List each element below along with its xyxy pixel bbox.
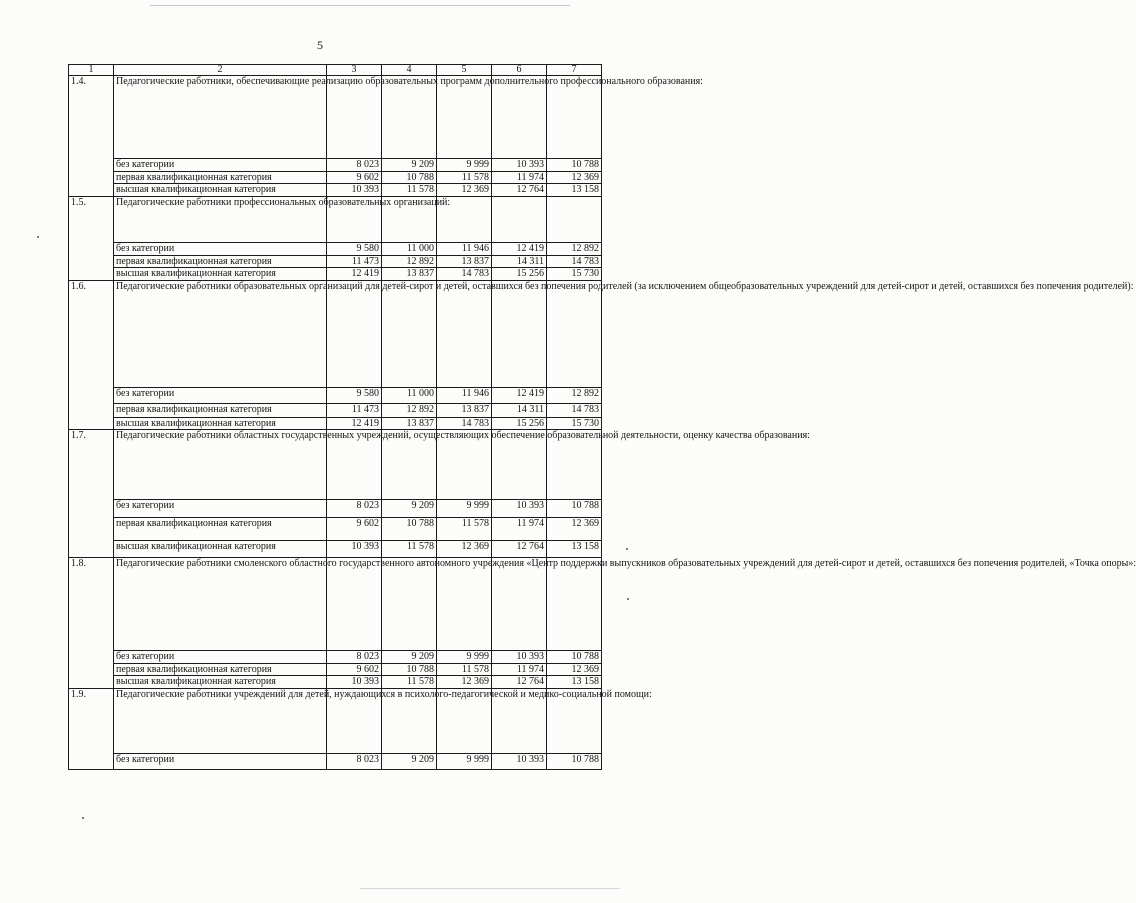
section-title-row bbox=[69, 430, 602, 500]
salary-value: 11 473 bbox=[327, 255, 382, 268]
salary-value: 12 419 bbox=[492, 387, 547, 403]
section-title: Педагогические работники профессиональных образовательных организаций: bbox=[114, 196, 327, 242]
section-title: Педагогические работники образовательных организаций для детей-сирот и детей, оставшихся без попечения родителей (за исключением общеобразовательных учреждений для детей-сирот и детей, оставшихся без попечения родителей): bbox=[114, 280, 327, 387]
salary-value: 10 393 bbox=[492, 651, 547, 664]
salary-value: 11 578 bbox=[437, 663, 492, 676]
salary-value: 13 837 bbox=[382, 268, 437, 281]
header-cell: 6 bbox=[492, 65, 547, 76]
salary-value: 9 580 bbox=[327, 242, 382, 255]
section-title: Педагогические работники смоленского областного государственного автономного учреждения «Центр поддержки выпускников образовательных учреждений для детей-сирот и детей, оставшихся без попечения родителей, «Точка опоры»: bbox=[114, 558, 327, 651]
salary-value: 8 023 bbox=[327, 159, 382, 172]
salary-value: 12 369 bbox=[547, 518, 602, 541]
empty-cell bbox=[382, 76, 437, 159]
salary-value: 10 788 bbox=[547, 753, 602, 769]
header-cell: 2 bbox=[114, 65, 327, 76]
table-row bbox=[69, 676, 602, 689]
table-row bbox=[69, 500, 602, 518]
salary-value: 8 023 bbox=[327, 753, 382, 769]
salary-value: 12 764 bbox=[492, 541, 547, 558]
salary-value: 15 730 bbox=[547, 417, 602, 430]
section-title: Педагогические работники учреждений для детей, нуждающихся в психолого-педагогической и медико-социальной помощи: bbox=[114, 688, 327, 753]
empty-cell bbox=[327, 280, 382, 387]
salary-value: 15 256 bbox=[492, 268, 547, 281]
salary-value: 9 999 bbox=[437, 651, 492, 664]
table-row bbox=[69, 753, 602, 769]
salary-value: 10 393 bbox=[327, 541, 382, 558]
salary-value: 9 209 bbox=[382, 159, 437, 172]
category-label: высшая квалификационная категория bbox=[114, 541, 327, 558]
salary-value: 10 393 bbox=[492, 159, 547, 172]
salary-value: 9 602 bbox=[327, 518, 382, 541]
header-cell: 3 bbox=[327, 65, 382, 76]
section-title-row bbox=[69, 558, 602, 651]
salary-value: 12 369 bbox=[437, 541, 492, 558]
salary-value: 11 578 bbox=[382, 541, 437, 558]
salary-value: 14 783 bbox=[437, 417, 492, 430]
scan-speck bbox=[626, 548, 628, 550]
salary-value: 11 578 bbox=[382, 184, 437, 197]
empty-cell bbox=[327, 76, 382, 159]
salary-value: 10 788 bbox=[547, 651, 602, 664]
table-row bbox=[69, 541, 602, 558]
salary-value: 11 974 bbox=[492, 663, 547, 676]
section-number: 1.9. bbox=[69, 688, 114, 769]
table-row bbox=[69, 663, 602, 676]
salary-value: 11 578 bbox=[437, 171, 492, 184]
header-row bbox=[69, 65, 602, 76]
section-title-row bbox=[69, 196, 602, 242]
empty-cell bbox=[437, 558, 492, 651]
scan-speck bbox=[627, 598, 629, 600]
category-label: высшая квалификационная категория bbox=[114, 417, 327, 430]
scan-edge-line bbox=[360, 888, 620, 889]
salary-value: 13 837 bbox=[437, 255, 492, 268]
salary-value: 12 892 bbox=[547, 387, 602, 403]
salary-value: 9 209 bbox=[382, 500, 437, 518]
empty-cell bbox=[327, 558, 382, 651]
salary-value: 13 837 bbox=[437, 403, 492, 417]
header-cell: 4 bbox=[382, 65, 437, 76]
empty-cell bbox=[492, 196, 547, 242]
section-title-row bbox=[69, 76, 602, 159]
salary-value: 12 369 bbox=[437, 184, 492, 197]
empty-cell bbox=[547, 196, 602, 242]
salary-value: 15 730 bbox=[547, 268, 602, 281]
category-label: первая квалификационная категория bbox=[114, 403, 327, 417]
salary-value: 11 974 bbox=[492, 171, 547, 184]
table-row bbox=[69, 417, 602, 430]
salary-value: 11 946 bbox=[437, 387, 492, 403]
salary-value: 10 788 bbox=[547, 500, 602, 518]
table-row bbox=[69, 651, 602, 664]
table-row bbox=[69, 159, 602, 172]
salary-value: 8 023 bbox=[327, 651, 382, 664]
salary-value: 12 764 bbox=[492, 184, 547, 197]
salary-value: 10 788 bbox=[382, 171, 437, 184]
scan-edge-line bbox=[150, 5, 570, 6]
section-number: 1.6. bbox=[69, 280, 114, 430]
salary-value: 11 000 bbox=[382, 242, 437, 255]
section-number: 1.8. bbox=[69, 558, 114, 689]
empty-cell bbox=[547, 76, 602, 159]
salary-value: 12 369 bbox=[547, 171, 602, 184]
salary-value: 10 788 bbox=[382, 518, 437, 541]
category-label: высшая квалификационная категория bbox=[114, 268, 327, 281]
category-label: первая квалификационная категория bbox=[114, 171, 327, 184]
salary-value: 14 783 bbox=[547, 403, 602, 417]
empty-cell bbox=[382, 558, 437, 651]
category-label: высшая квалификационная категория bbox=[114, 184, 327, 197]
salary-value: 13 158 bbox=[547, 541, 602, 558]
category-label: высшая квалификационная категория bbox=[114, 676, 327, 689]
salary-value: 9 580 bbox=[327, 387, 382, 403]
salary-value: 15 256 bbox=[492, 417, 547, 430]
salary-value: 9 602 bbox=[327, 663, 382, 676]
salary-value: 9 209 bbox=[382, 651, 437, 664]
salary-value: 12 369 bbox=[437, 676, 492, 689]
salary-value: 10 393 bbox=[327, 184, 382, 197]
table-row bbox=[69, 387, 602, 403]
salary-value: 10 393 bbox=[492, 500, 547, 518]
salary-value: 9 999 bbox=[437, 159, 492, 172]
empty-cell bbox=[547, 558, 602, 651]
table-row bbox=[69, 184, 602, 197]
scan-speck bbox=[37, 236, 39, 238]
salary-value: 13 158 bbox=[547, 676, 602, 689]
empty-cell bbox=[492, 76, 547, 159]
salary-value: 9 602 bbox=[327, 171, 382, 184]
category-label: первая квалификационная категория bbox=[114, 518, 327, 541]
salary-value: 14 783 bbox=[547, 255, 602, 268]
header-cell: 7 bbox=[547, 65, 602, 76]
section-number: 1.4. bbox=[69, 76, 114, 197]
salary-value: 9 999 bbox=[437, 753, 492, 769]
salary-value: 13 158 bbox=[547, 184, 602, 197]
table-row bbox=[69, 255, 602, 268]
scan-speck bbox=[82, 817, 84, 819]
category-label: первая квалификационная категория bbox=[114, 663, 327, 676]
empty-cell bbox=[547, 280, 602, 387]
salary-value: 11 473 bbox=[327, 403, 382, 417]
category-label: без категории bbox=[114, 387, 327, 403]
table-row bbox=[69, 171, 602, 184]
salary-value: 11 578 bbox=[437, 518, 492, 541]
section-title-row bbox=[69, 688, 602, 753]
salary-value: 14 311 bbox=[492, 403, 547, 417]
salary-value: 13 837 bbox=[382, 417, 437, 430]
table-row bbox=[69, 403, 602, 417]
salary-value: 12 892 bbox=[547, 242, 602, 255]
salary-value: 14 311 bbox=[492, 255, 547, 268]
section-number: 1.5. bbox=[69, 196, 114, 280]
salary-value: 11 946 bbox=[437, 242, 492, 255]
salary-value: 8 023 bbox=[327, 500, 382, 518]
salary-value: 12 369 bbox=[547, 663, 602, 676]
table-row bbox=[69, 518, 602, 541]
salary-value: 10 788 bbox=[547, 159, 602, 172]
salary-value: 9 999 bbox=[437, 500, 492, 518]
salary-table bbox=[68, 64, 1136, 770]
category-label: без категории bbox=[114, 159, 327, 172]
section-title: Педагогические работники, обеспечивающие реализацию образовательных программ дополнительного профессионального образования: bbox=[114, 76, 327, 159]
category-label: без категории bbox=[114, 500, 327, 518]
salary-value: 10 788 bbox=[382, 663, 437, 676]
category-label: без категории bbox=[114, 651, 327, 664]
salary-value: 10 393 bbox=[492, 753, 547, 769]
header-cell: 5 bbox=[437, 65, 492, 76]
section-title: Педагогические работники областных государственных учреждений, осуществляющих обеспечение образовательной деятельности, оценку качества образования: bbox=[114, 430, 327, 500]
salary-value: 12 419 bbox=[327, 417, 382, 430]
salary-value: 9 209 bbox=[382, 753, 437, 769]
table-row bbox=[69, 242, 602, 255]
empty-cell bbox=[492, 280, 547, 387]
empty-cell bbox=[382, 280, 437, 387]
salary-value: 10 393 bbox=[327, 676, 382, 689]
empty-cell bbox=[492, 558, 547, 651]
section-title-row bbox=[69, 280, 602, 387]
category-label: без категории bbox=[114, 242, 327, 255]
empty-cell bbox=[437, 76, 492, 159]
salary-value: 12 892 bbox=[382, 403, 437, 417]
page-number: 5 bbox=[317, 38, 323, 52]
salary-value: 12 892 bbox=[382, 255, 437, 268]
empty-cell bbox=[437, 280, 492, 387]
section-number: 1.7. bbox=[69, 430, 114, 558]
category-label: без категории bbox=[114, 753, 327, 769]
salary-value: 12 764 bbox=[492, 676, 547, 689]
header-cell: 1 bbox=[69, 65, 114, 76]
category-label: первая квалификационная категория bbox=[114, 255, 327, 268]
salary-value: 12 419 bbox=[327, 268, 382, 281]
salary-value: 14 783 bbox=[437, 268, 492, 281]
salary-value: 12 419 bbox=[492, 242, 547, 255]
salary-value: 11 000 bbox=[382, 387, 437, 403]
salary-value: 11 578 bbox=[382, 676, 437, 689]
salary-value: 11 974 bbox=[492, 518, 547, 541]
table-row bbox=[69, 268, 602, 281]
